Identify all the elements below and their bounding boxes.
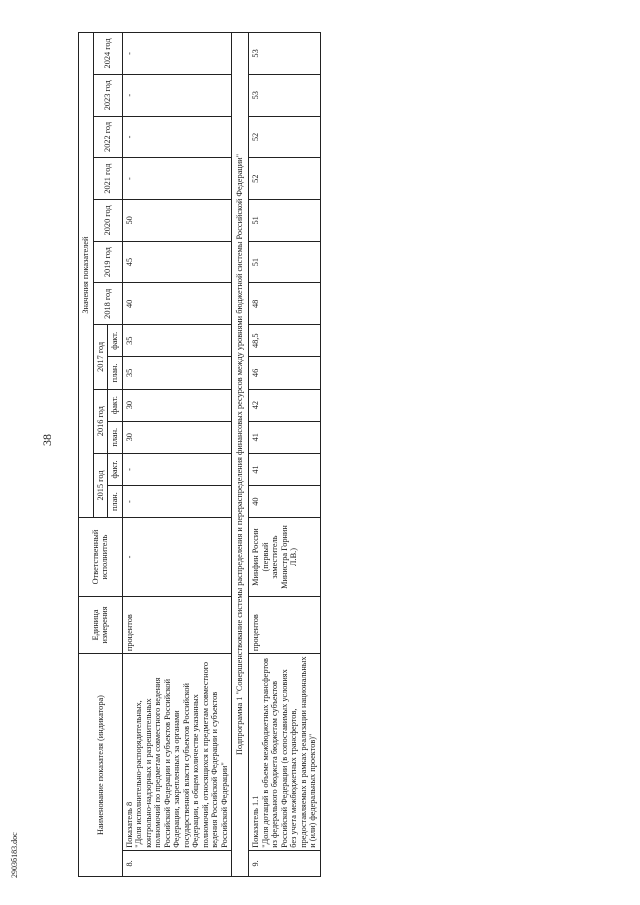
header-fact-2017: факт. <box>108 325 123 357</box>
value-cell: - <box>122 74 232 116</box>
header-year-2023: 2023 год <box>93 74 122 116</box>
header-year-2015: 2015 год <box>93 453 108 517</box>
header-plan-2017: план. <box>108 357 123 389</box>
value-cell: 46 <box>248 357 320 389</box>
value-cell: 48 <box>248 283 320 325</box>
header-name: Наименование показателя (индикатора) <box>79 654 123 877</box>
value-cell: 53 <box>248 33 320 75</box>
value-cell: 40 <box>248 486 320 518</box>
value-cell: 50 <box>122 200 232 242</box>
footer-file-name: 2903б183.doc <box>10 832 19 878</box>
value-cell: 51 <box>248 200 320 242</box>
value-cell: 42 <box>248 389 320 421</box>
value-cell: 41 <box>248 421 320 453</box>
row-number: 9. <box>248 850 320 876</box>
indicator-title: Показатель 1.1 <box>250 795 260 848</box>
subprogram-title: Подпрограмма 1 "Совершенствование системы распределения и перераспределения финансовых ресурсов между уровнями бюджетной системы Российской Федерации" <box>232 33 249 877</box>
header-year-2021: 2021 год <box>93 158 122 200</box>
subprogram-row <box>232 33 249 877</box>
header-year-2024: 2024 год <box>93 33 122 75</box>
header-responsible: Ответственный исполнитель <box>79 518 123 597</box>
value-cell: 35 <box>122 357 232 389</box>
header-plan-2015: план. <box>108 486 123 518</box>
indicator-description: "Доля исполнительно-распорядительных, контрольно-надзорных и разрешительных полномочий по предметам совместного ведения Российской Федерации и субъектов Российской Федерации, закрепленных за органами государственной власти субъектов Российской Федерации, в общем количестве указанных полномочий, относящихся к предметам совместного ведения Российской Федерации и субъектов Российской Федерации" <box>134 661 229 848</box>
value-cell: - <box>122 453 232 485</box>
value-cell: 52 <box>248 116 320 158</box>
value-cell: 52 <box>248 158 320 200</box>
rotated-table-container <box>78 32 618 877</box>
header-year-2017: 2017 год <box>93 325 108 389</box>
header-fact-2016: факт. <box>108 389 123 421</box>
header-fact-2015: факт. <box>108 453 123 485</box>
value-cell: 30 <box>122 389 232 421</box>
value-cell: 35 <box>122 325 232 357</box>
responsible-cell: - <box>122 518 232 597</box>
page-number: 38 <box>40 434 54 446</box>
value-cell: 45 <box>122 241 232 283</box>
header-year-2016: 2016 год <box>93 389 108 453</box>
value-cell: - <box>122 33 232 75</box>
header-year-2022: 2022 год <box>93 116 122 158</box>
header-plan-2016: план. <box>108 421 123 453</box>
value-cell: 41 <box>248 453 320 485</box>
responsible-cell: Минфин России (первый заместитель Министра Горнин Л.В.) <box>248 518 320 597</box>
value-cell: 51 <box>248 241 320 283</box>
row-number: 8. <box>122 850 232 876</box>
header-year-2019: 2019 год <box>93 241 122 283</box>
indicator-name-cell <box>122 654 232 851</box>
header-row-1 <box>79 33 94 877</box>
indicator-name-cell <box>248 654 320 851</box>
indicator-description: "Доля дотаций в объеме межбюджетных трансфертов из федерального бюджета бюджетам субъектов Российской Федерации (в сопоставимых условиях без учета межбюджетных трансфертов, предоставляемых в рамках реализации национальных и (или) федеральных проектов)" <box>260 656 318 848</box>
value-cell: - <box>122 158 232 200</box>
value-cell: - <box>122 116 232 158</box>
table-row <box>122 33 232 877</box>
value-cell: - <box>122 486 232 518</box>
unit-cell: процентов <box>248 596 320 653</box>
header-values-group: Значения показателей <box>79 33 94 518</box>
table-row <box>248 33 320 877</box>
header-year-2018: 2018 год <box>93 283 122 325</box>
value-cell: 53 <box>248 74 320 116</box>
indicator-title: Показатель 8 <box>124 801 134 848</box>
header-unit: Единица измерения <box>79 596 123 653</box>
header-year-2020: 2020 год <box>93 200 122 242</box>
value-cell: 40 <box>122 283 232 325</box>
indicators-table <box>78 32 321 877</box>
value-cell: 48,5 <box>248 325 320 357</box>
value-cell: 30 <box>122 421 232 453</box>
unit-cell: процентов <box>122 596 232 653</box>
